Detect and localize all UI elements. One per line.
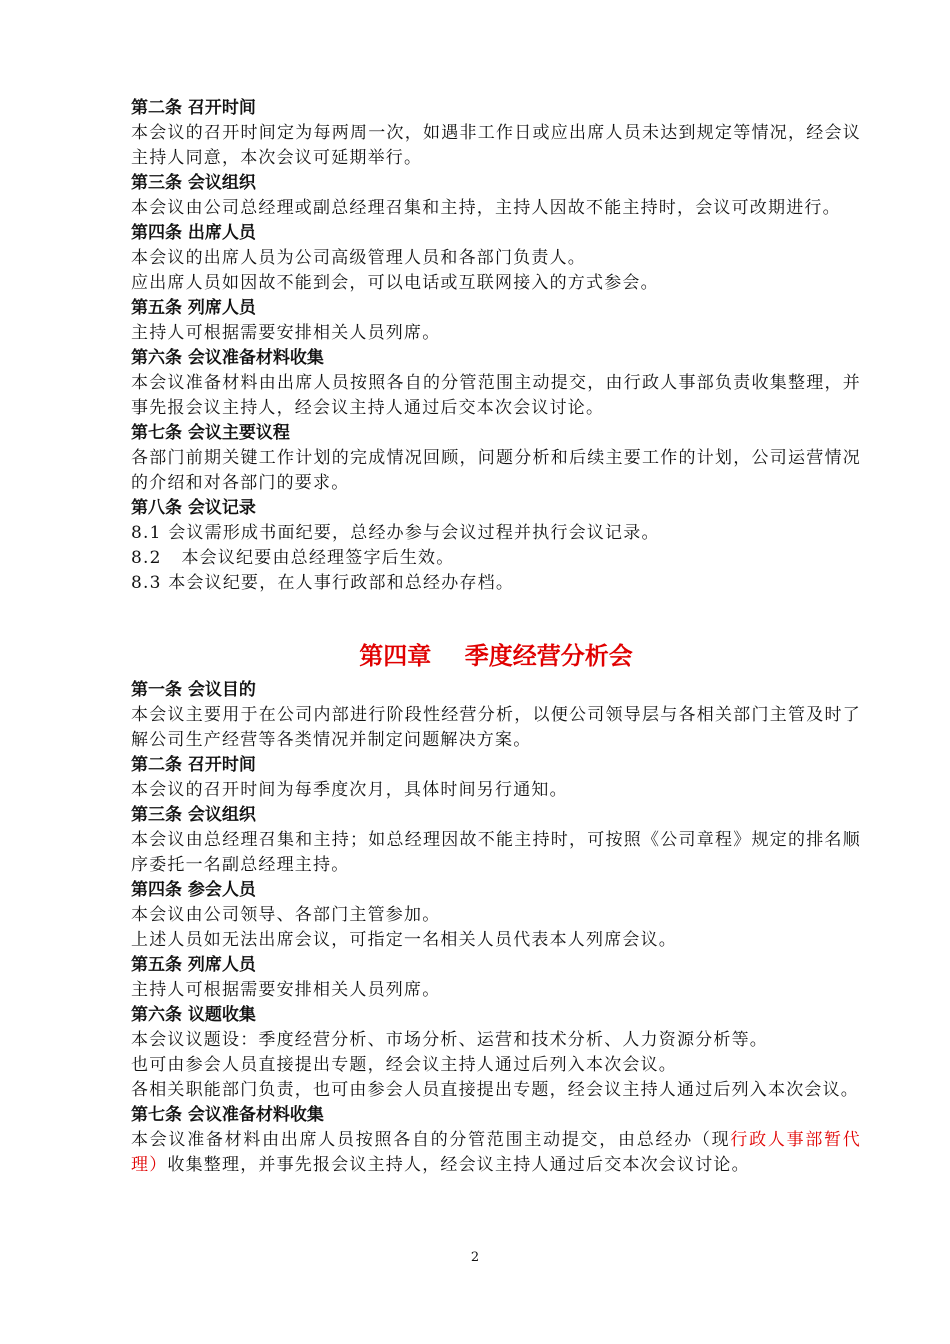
section-b2 [131,753,861,803]
article-paragraph: 本会议的出席人员为公司高级管理人员和各部门负责人。 [131,248,586,268]
section-b6 [131,1003,861,1103]
article-heading: 第五条 列席人员 [131,955,256,975]
article-heading: 第六条 会议准备材料收集 [131,348,324,368]
section-a2 [131,171,861,221]
article-paragraph: 上述人员如无法出席会议，可指定一名相关人员代表本人列席会议。 [131,930,677,950]
section-b7 [131,1103,861,1178]
article-paragraph: 本会议由总经理召集和主持；如总经理因故不能主持时，可按照《公司章程》规定的排名顺序委托一名副总经理主持。 [131,830,861,875]
article-heading: 第七条 会议主要议程 [131,423,290,443]
article-paragraph: 主持人可根据需要安排相关人员列席。 [131,980,441,1000]
article-paragraph: 本会议由公司领导、各部门主管参加。 [131,905,441,925]
article-heading: 第八条 会议记录 [131,498,256,518]
article-heading: 第一条 会议目的 [131,680,256,700]
para-text: 本会议准备材料由出席人员按照各自的分管范围主动提交，由总经办（现 [131,1130,731,1150]
article-paragraph: 本会议主要用于在公司内部进行阶段性经营分析，以便公司领导层与各相关部门主管及时了解公司生产经营等各类情况并制定问题解决方案。 [131,705,861,750]
article-paragraph: 主持人可根据需要安排相关人员列席。 [131,323,441,343]
article-paragraph: 应出席人员如因故不能到会，可以电话或互联网接入的方式参会。 [131,273,659,293]
article-paragraph: 本会议的召开时间为每季度次月，具体时间另行通知。 [131,780,568,800]
article-heading: 第二条 召开时间 [131,755,256,775]
article-paragraph [131,1128,861,1178]
document-body [131,96,861,1178]
article-heading: 第二条 召开时间 [131,98,256,118]
article-paragraph: 8.1 会议需形成书面纪要，总经办参与会议过程并执行会议记录。 [131,523,660,543]
article-paragraph: 本会议由公司总经理或副总经理召集和主持，主持人因故不能主持时，会议可改期进行。 [131,198,841,218]
chapter-title: 第四章 季度经营分析会 [359,642,633,670]
article-heading: 第六条 议题收集 [131,1005,256,1025]
article-paragraph: 也可由参会人员直接提出专题，经会议主持人通过后列入本次会议。 [131,1055,677,1075]
article-paragraph: 各相关职能部门负责，也可由参会人员直接提出专题，经会议主持人通过后列入本次会议。 [131,1080,859,1100]
article-heading: 第四条 参会人员 [131,880,256,900]
article-paragraph: 本会议议题设：季度经营分析、市场分析、运营和技术分析、人力资源分析等。 [131,1030,768,1050]
article-paragraph: 本会议的召开时间定为每两周一次，如遇非工作日或应出席人员未达到规定等情况，经会议主持人同意，本次会议可延期举行。 [131,123,861,168]
section-b3 [131,803,861,878]
para-text: 收集整理，并事先报会议主持人，经会议主持人通过后交本次会议讨论。 [167,1155,750,1175]
section-b5 [131,953,861,1003]
section-a3 [131,221,861,296]
section-a5 [131,346,861,421]
article-heading: 第七条 会议准备材料收集 [131,1105,324,1125]
article-heading: 第三条 会议组织 [131,805,256,825]
article-heading: 第五条 列席人员 [131,298,256,318]
article-paragraph: 各部门前期关键工作计划的完成情况回顾，问题分析和后续主要工作的计划，公司运营情况的介绍和对各部门的要求。 [131,448,861,493]
page-number: 2 [470,1250,480,1265]
article-paragraph: 8.2 本会议纪要由总经理签字后生效。 [131,548,455,568]
section-a7 [131,496,861,596]
section-b1 [131,678,861,753]
article-paragraph: 8.3 本会议纪要，在人事行政部和总经办存档。 [131,573,515,593]
section-a6 [131,421,861,496]
article-heading: 第四条 出席人员 [131,223,256,243]
section-b4 [131,878,861,953]
highlighted-text: 行政人事部暂代理） [131,1130,861,1175]
article-paragraph: 本会议准备材料由出席人员按照各自的分管范围主动提交，由行政人事部负责收集整理，并事先报会议主持人，经会议主持人通过后交本次会议讨论。 [131,373,861,418]
section-a1 [131,96,861,171]
article-heading: 第三条 会议组织 [131,173,256,193]
section-a4 [131,296,861,346]
